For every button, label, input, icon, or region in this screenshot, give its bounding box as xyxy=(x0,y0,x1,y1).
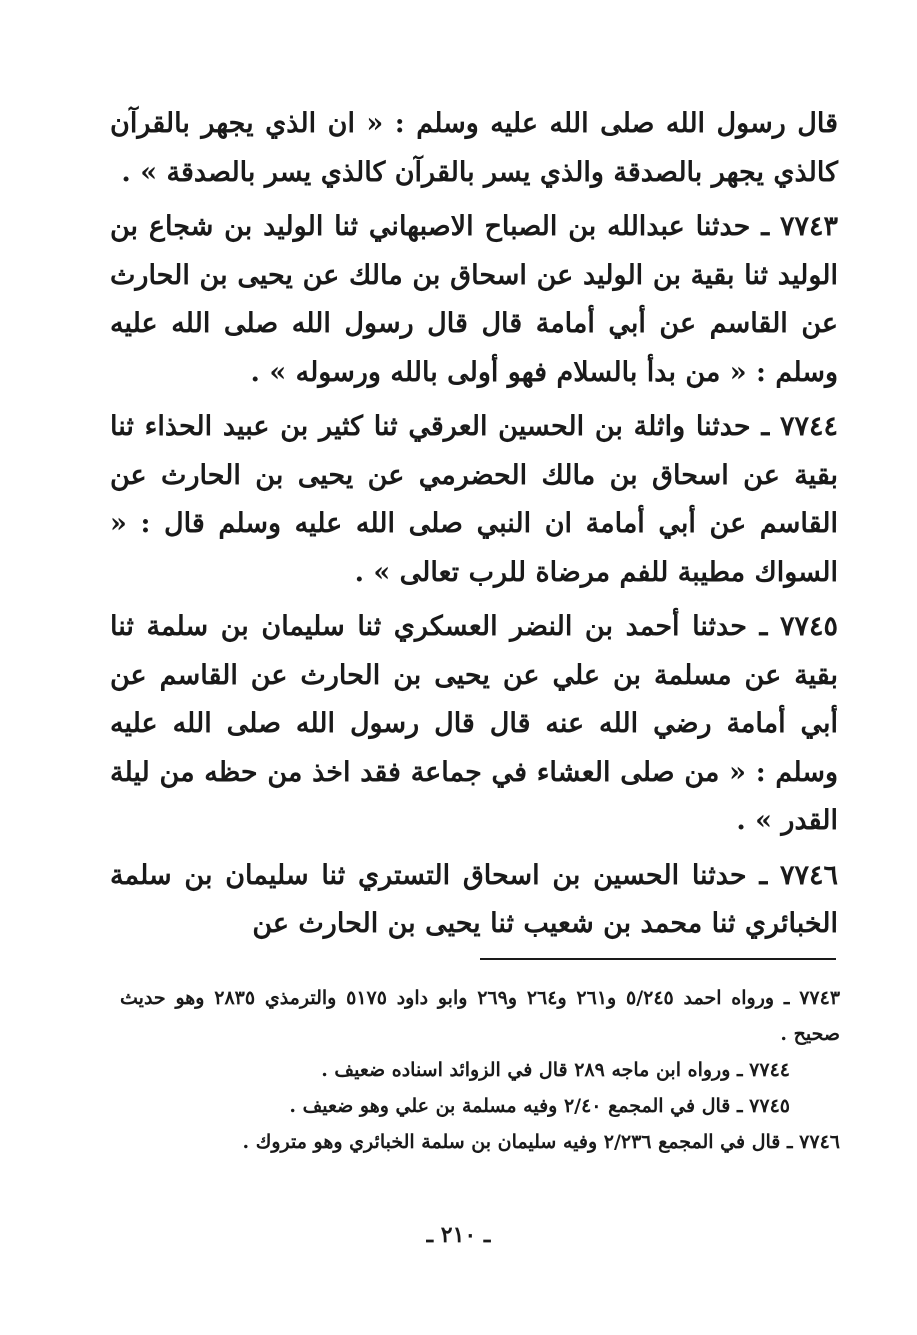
hadith-7744: ٧٧٤٤ ـ حدثنا واثلة بن الحسين العرقي ثنا كثير بن عبيد الحذاء ثنا بقية عن اسحاق بن مالك الحضرمي عن يحيى بن الحارث عن القاسم عن أبي أمامة ان النبي صلى الله عليه وسلم قال : « السواك مطيبة للفم مرضاة للرب تعالى » . xyxy=(110,411,838,588)
page-number: ـ ٢١٠ ـ xyxy=(426,1222,491,1248)
paragraph-continuation: قال رسول الله صلى الله عليه وسلم : « ان الذي يجهر بالقرآن كالذي يجهر بالصدقة والذي يسر بالقرآن كالذي يسر بالصدقة » . xyxy=(110,108,838,188)
footnote-7744: ٧٧٤٤ ـ ورواه ابن ماجه ٢٨٩ قال في الزوائد اسناده ضعيف . xyxy=(321,1059,790,1081)
footnote-7743: ٧٧٤٣ ـ ورواه احمد ٥/٢٤٥ و٢٦١ و٢٦٤ و٢٦٩ وابو داود ٥١٧٥ والترمذي ٢٨٣٥ وهو حديث صحيح . xyxy=(120,987,841,1045)
footnote-divider xyxy=(480,958,836,960)
hadith-7745: ٧٧٤٥ ـ حدثنا أحمد بن النضر العسكري ثنا سليمان بن سلمة ثنا بقية عن مسلمة بن علي عن يحيى بن الحارث عن القاسم عن أبي أمامة رضي الله عنه قال قال رسول الله صلى الله عليه وسلم : « من صلى العشاء في جماعة فقد اخذ من حظه من ليلة القدر » . xyxy=(110,611,839,836)
footnote-7745: ٧٧٤٥ ـ قال في المجمع ٢/٤٠ وفيه مسلمة بن علي وهو ضعيف . xyxy=(289,1095,790,1117)
main-text xyxy=(110,100,838,955)
hadith-7743: ٧٧٤٣ ـ حدثنا عبدالله بن الصباح الاصبهاني ثنا الوليد بن شجاع بن الوليد ثنا بقية بن الوليد عن اسحاق بن مالك عن يحيى بن الحارث عن القاسم عن أبي أمامة قال قال رسول الله صلى الله عليه وسلم : « من بدأ بالسلام فهو أولى بالله ورسوله » . xyxy=(110,211,838,388)
hadith-7746: ٧٧٤٦ ـ حدثنا الحسين بن اسحاق التستري ثنا سليمان بن سلمة الخبائري ثنا محمد بن شعيب ثنا يحيى بن الحارث عن xyxy=(110,859,838,939)
footnotes xyxy=(120,980,840,1160)
footnote-7746: ٧٧٤٦ ـ قال في المجمع ٢/٢٣٦ وفيه سليمان بن سلمة الخبائري وهو متروك . xyxy=(242,1131,840,1153)
